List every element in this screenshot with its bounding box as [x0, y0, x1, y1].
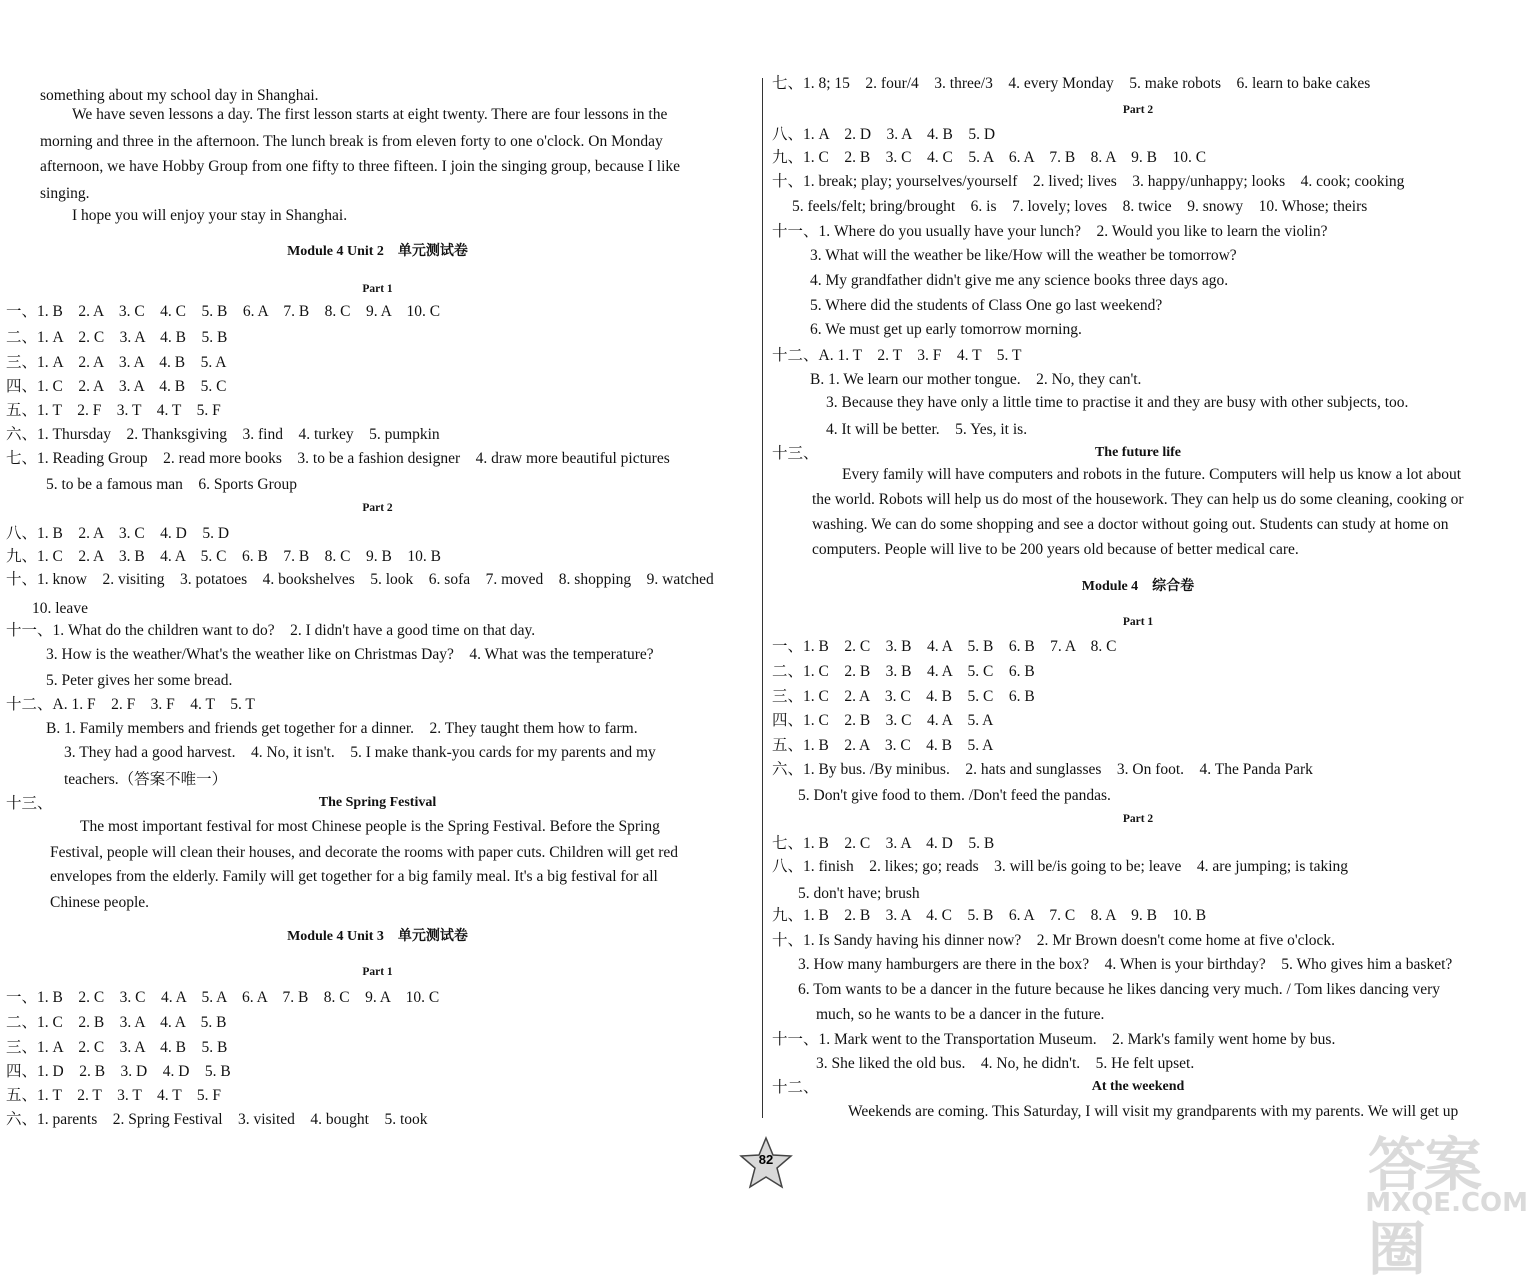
- answer-line: 三、1. C 2. A 3. C 4. B 5. C 6. B: [772, 688, 1035, 705]
- answer-line: 九、1. B 2. B 3. A 4. C 5. B 6. A 7. C 8. A 9. B 10. B: [772, 907, 1207, 924]
- part-heading: Part 1: [362, 966, 393, 978]
- essay-line: Chinese people.: [50, 894, 150, 911]
- part-heading: Part 1: [1122, 616, 1154, 628]
- answer-line: 6. Tom wants to be a dancer in the future because he likes dancing very much. / Tom likes dancing very: [798, 981, 1441, 998]
- part-heading: Part 2: [1122, 813, 1154, 825]
- essay-line: morning and three in the afternoon. The lunch break is from eleven forty to one o'clock. On Monday: [40, 133, 663, 150]
- essay-line: singing.: [40, 185, 90, 202]
- answer-line: 十一、1. Where do you usually have your lunch? 2. Would you like to learn the violin?: [772, 223, 1328, 240]
- page-number: 82: [758, 1152, 774, 1167]
- answer-line: 五、1. T 2. T 3. T 4. T 5. F: [6, 1087, 222, 1104]
- essay-line: Every family will have computers and robots in the future. Computers will help us know a lot about: [842, 466, 1462, 483]
- answer-line: 三、1. A 2. A 3. A 4. B 5. A: [6, 354, 227, 371]
- answer-line: 5. don't have; brush: [798, 885, 920, 902]
- answer-line: 3. How is the weather/What's the weather like on Christmas Day? 4. What was the temperature?: [46, 646, 654, 663]
- answer-line: 4. My grandfather didn't give me any science books three days ago.: [810, 272, 1229, 289]
- answer-line: 一、1. B 2. A 3. C 4. C 5. B 6. A 7. B 8. C 9. A 10. C: [6, 303, 441, 320]
- answer-line: 十、1. break; play; yourselves/yourself 2. lived; lives 3. happy/unhappy; looks 4. cook; cooking: [772, 173, 1405, 190]
- answer-line: 十一、1. What do the children want to do? 2. I didn't have a good time on that day.: [6, 622, 536, 639]
- answer-line: 二、1. C 2. B 3. A 4. A 5. B: [6, 1014, 227, 1031]
- answer-line: 五、1. B 2. A 3. C 4. B 5. A: [772, 737, 994, 754]
- essay-line: the world. Robots will help us do most of the housework. They can help us do some cleaning, cooking or: [812, 491, 1464, 508]
- essay-line: something about my school day in Shanghai.: [40, 87, 319, 104]
- answer-line: 七、1. 8; 15 2. four/4 3. three/3 4. every Monday 5. make robots 6. learn to bake cakes: [772, 75, 1371, 92]
- essay-line: washing. We can do some shopping and see a doctor without going out. Students can study at home on: [812, 516, 1449, 533]
- answer-line: 4. It will be better. 5. Yes, it is.: [826, 421, 1028, 438]
- answer-line: 六、1. Thursday 2. Thanksgiving 3. find 4. turkey 5. pumpkin: [6, 426, 440, 443]
- answer-line: 二、1. A 2. C 3. A 4. B 5. B: [6, 329, 228, 346]
- answer-line: much, so he wants to be a dancer in the future.: [816, 1006, 1105, 1023]
- answer-line: 三、1. A 2. C 3. A 4. B 5. B: [6, 1039, 228, 1056]
- answer-line: 5. Don't give food to them. /Don't feed the pandas.: [798, 787, 1111, 804]
- answer-line: 5. to be a famous man 6. Sports Group: [46, 476, 297, 493]
- answer-line: 十二、A. 1. F 2. F 3. F 4. T 5. T: [6, 696, 255, 713]
- answer-line: 3. What will the weather be like/How will the weather be tomorrow?: [810, 247, 1237, 264]
- answer-line: 九、1. C 2. A 3. B 4. A 5. C 6. B 7. B 8. C 9. B 10. B: [6, 548, 441, 565]
- answer-line: 5. Peter gives her some bread.: [46, 672, 233, 689]
- answer-line: teachers.（答案不唯一）: [64, 771, 228, 788]
- answer-line: 四、1. C 2. B 3. C 4. A 5. A: [772, 712, 994, 729]
- essay-line: envelopes from the elderly. Family will get together for a big family meal. It's a big festival for all: [50, 868, 658, 885]
- page-number-badge: [738, 1136, 794, 1190]
- answer-line: B. 1. Family members and friends get together for a dinner. 2. They taught them how to farm.: [46, 720, 638, 737]
- answer-line: 6. We must get up early tomorrow morning.: [810, 321, 1082, 338]
- question-number: 十二、: [772, 1079, 819, 1096]
- answer-line: 四、1. D 2. B 3. D 4. D 5. B: [6, 1063, 231, 1080]
- section-title: Module 4 Unit 2 单元测试卷: [287, 244, 468, 259]
- essay-line: afternoon, we have Hobby Group from one fifty to three fifteen. I join the singing group, because I like: [40, 158, 681, 175]
- answer-line: 十、1. Is Sandy having his dinner now? 2. Mr Brown doesn't come home at five o'clock.: [772, 932, 1336, 949]
- column-divider: [762, 78, 763, 1118]
- answer-line: 五、1. T 2. F 3. T 4. T 5. F: [6, 402, 221, 419]
- part-heading: Part 2: [1122, 104, 1154, 116]
- essay-title: At the weekend: [1091, 1079, 1185, 1094]
- answer-line: 3. They had a good harvest. 4. No, it isn't. 5. I make thank-you cards for my parents and my: [64, 744, 656, 761]
- answer-line: 10. leave: [32, 600, 88, 617]
- answer-line: 二、1. C 2. B 3. B 4. A 5. C 6. B: [772, 663, 1035, 680]
- answer-line: 六、1. By bus. /By minibus. 2. hats and sunglasses 3. On foot. 4. The Panda Park: [772, 761, 1313, 778]
- answer-line: 十二、A. 1. T 2. T 3. F 4. T 5. T: [772, 347, 1022, 364]
- watermark-logo: [1365, 1118, 1528, 1283]
- essay-line: I hope you will enjoy your stay in Shanghai.: [72, 207, 348, 224]
- answer-line: 八、1. B 2. A 3. C 4. D 5. D: [6, 525, 230, 542]
- answer-line: 十、1. know 2. visiting 3. potatoes 4. bookshelves 5. look 6. sofa 7. moved 8. shopping 9. watched: [6, 571, 714, 588]
- answer-line: 八、1. A 2. D 3. A 4. B 5. D: [772, 126, 996, 143]
- answer-line: 3. Because they have only a little time to practise it and they are busy with other subjects, too.: [826, 394, 1409, 411]
- section-title: Module 4 Unit 3 单元测试卷: [287, 929, 468, 944]
- watermark-text: 答案圈: [1368, 1131, 1481, 1283]
- essay-line: We have seven lessons a day. The first lesson starts at eight twenty. There are four lessons in the: [72, 106, 668, 123]
- answer-line: 七、1. B 2. C 3. A 4. D 5. B: [772, 835, 995, 852]
- answer-line: 5. feels/felt; bring/brought 6. is 7. lovely; loves 8. twice 9. snowy 10. Whose; theirs: [792, 198, 1368, 215]
- part-heading: Part 2: [362, 502, 393, 514]
- essay-line: The most important festival for most Chinese people is the Spring Festival. Before the Spring: [80, 818, 660, 835]
- answer-line: 3. How many hamburgers are there in the box? 4. When is your birthday? 5. Who gives him a basket?: [798, 956, 1453, 973]
- answer-line: 四、1. C 2. A 3. A 4. B 5. C: [6, 378, 227, 395]
- answer-line: 5. Where did the students of Class One go last weekend?: [810, 297, 1163, 314]
- answer-line: B. 1. We learn our mother tongue. 2. No, they can't.: [810, 371, 1142, 388]
- answer-line: 一、1. B 2. C 3. B 4. A 5. B 6. B 7. A 8. C: [772, 638, 1117, 655]
- answer-line: 十一、1. Mark went to the Transportation Museum. 2. Mark's family went home by bus.: [772, 1031, 1336, 1048]
- answer-line: 3. She liked the old bus. 4. No, he didn't. 5. He felt upset.: [816, 1055, 1195, 1072]
- question-number: 十三、: [772, 445, 819, 462]
- part-heading: Part 1: [362, 283, 393, 295]
- answer-line: 六、1. parents 2. Spring Festival 3. visited 4. bought 5. took: [6, 1111, 428, 1128]
- essay-line: Festival, people will clean their houses, and decorate the rooms with paper cuts. Children will get red: [50, 844, 679, 861]
- section-title: Module 4 综合卷: [1081, 579, 1195, 594]
- watermark-url: MXQE.COM: [1365, 1188, 1528, 1218]
- question-number: 十三、: [6, 795, 53, 812]
- essay-line: computers. People will live to be 200 years old because of better medical care.: [812, 541, 1299, 558]
- answer-line: 七、1. Reading Group 2. read more books 3. to be a fashion designer 4. draw more beautiful pictures: [6, 450, 670, 467]
- answer-line: 八、1. finish 2. likes; go; reads 3. will be/is going to be; leave 4. are jumping; is taking: [772, 858, 1349, 875]
- essay-title: The Spring Festival: [318, 795, 437, 810]
- essay-title: The future life: [1094, 445, 1182, 460]
- answer-line: 一、1. B 2. C 3. C 4. A 5. A 6. A 7. B 8. C 9. A 10. C: [6, 989, 440, 1006]
- answer-line: 九、1. C 2. B 3. C 4. C 5. A 6. A 7. B 8. A 9. B 10. C: [772, 149, 1207, 166]
- essay-line: Weekends are coming. This Saturday, I will visit my grandparents with my parents. We will get up: [848, 1103, 1459, 1120]
